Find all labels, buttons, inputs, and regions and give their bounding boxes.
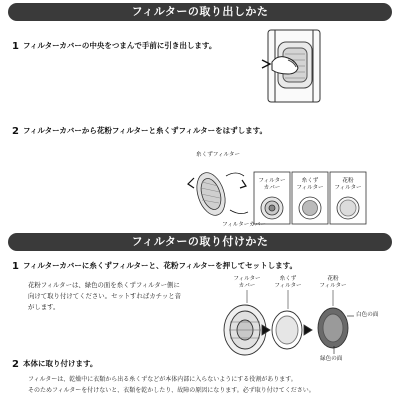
install-step-2 [12, 358, 97, 370]
label-box-cover: フィルター カバー [258, 178, 286, 191]
install-step-1 [12, 260, 297, 272]
pull-cover-illustration [262, 30, 320, 102]
label-white-side: 白色の面 [356, 312, 379, 318]
label-lint-filter-top: 糸くずフィルター [196, 152, 241, 158]
label-cover: フィルター カバー [233, 276, 261, 289]
step-number: 2 [12, 359, 19, 370]
disassembly-illustration [188, 169, 248, 219]
label-box-lint: 糸くず フィルター [296, 178, 324, 191]
section-title-removal: フィルターの取り出しかた [8, 3, 392, 21]
step-number: 1 [12, 41, 19, 52]
install-note-2: フィルターは、乾燥中に衣類から出る糸くずなどが本体内部に入らないようにする役割があります。 そのためフィルターを付けないと、衣類を乾かしたり、故障の原因になります。必ず取り付けてください。 [28, 376, 315, 394]
step-number: 2 [12, 126, 19, 137]
step-text: フィルターカバーに糸くずフィルターと、花粉フィルターを押してセットします。 [22, 261, 298, 270]
label-pollen: 花粉 フィルター [319, 276, 347, 289]
label-green-side: 緑色の面 [320, 356, 343, 362]
step-text: 本体に取り付けます。 [22, 359, 98, 368]
step-text: フィルターカバーの中央をつまんで手前に引き出します。 [22, 41, 217, 50]
label-box-pollen: 花粉 フィルター [334, 178, 362, 191]
label-filter-cover-bottom: フィルターカバー [222, 222, 266, 228]
step-text: フィルターカバーから花粉フィルターと糸くずフィルターをはずします。 [22, 126, 268, 135]
step-number: 1 [12, 261, 19, 272]
install-note-1: 花粉フィルターは、緑色の面を糸くずフィルター側に 向けて取り付けてください。セットすればカチッと音 がします。 [28, 281, 181, 311]
install-illustration [224, 290, 354, 355]
section-title-install: フィルターの取り付けかた [8, 233, 392, 251]
label-lint: 糸くず フィルター [274, 276, 302, 289]
removal-step-2 [12, 125, 267, 137]
